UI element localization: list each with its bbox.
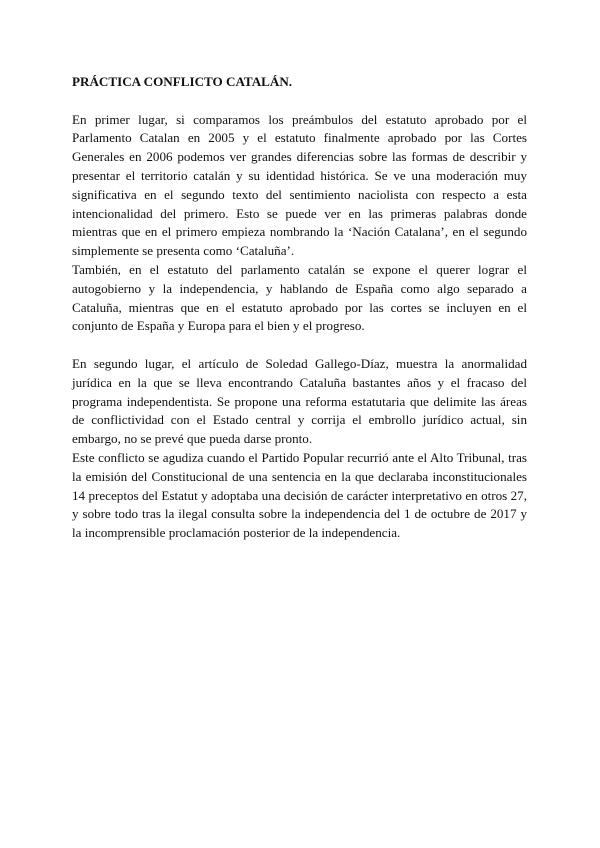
paragraph-estatuto-parlamento: También, en el estatuto del parlamento catalán se expone el querer lograr el autogobierno y la independencia, y hablando de España como algo separado a Cataluña, mientras que en el estatuto aprobado por las cortes se incluyen en el conjunto de España y Europa para el bien y el progreso. [72,261,527,334]
paragraph-articulo-soledad: En segundo lugar, el artículo de Soledad Gallego-Díaz, muestra la anormalidad jurídica en la que se lleva encontrando Cataluña bastantes años y el fracaso del programa independentista. Se propone una reforma estatutaria que delimite las áreas de conflictividad con el Estado central y corrija el embrollo jurídico actual, sin embargo, no se prevé que pueda darse pronto. [72,355,527,447]
paragraph-preambulos: En primer lugar, si comparamos los preámbulos del estatuto aprobado por el Parlamento Catalan en 2005 y el estatuto finalmente aprobado por las Cortes Generales en 2006 podemos ver grandes diferencias sobre las formas de describir y presentar el territorio catalán y su identidad histórica. Se ve una moderación muy significativa en el segundo texto del sentimiento naciolista con respecto a esta intencionalidad del primero. Esto se puede ver en las primeras palabras donde mientras que en el primero empieza nombrando la ‘Nación Catalana’, en el segundo simplemente se presenta como ‘Cataluña’. [72,111,527,259]
document-body [72,73,527,543]
paragraph-spacer [72,336,527,355]
document-title: PRÁCTICA CONFLICTO CATALÁN. [72,74,293,89]
paragraph-conflicto-agudiza: Este conflicto se agudiza cuando el Partido Popular recurrió ante el Alto Tribunal, tras la emisión del Constitucional de una sentencia en la que declaraba inconstitucionales 14 preceptos del Estatut y adoptaba una decisión de carácter interpretativo en otros 27, y sobre todo tras la ilegal consulta sobre la independencia del 1 de octubre de 2017 y la incomprensible proclamación posterior de la independencia. [72,449,527,541]
